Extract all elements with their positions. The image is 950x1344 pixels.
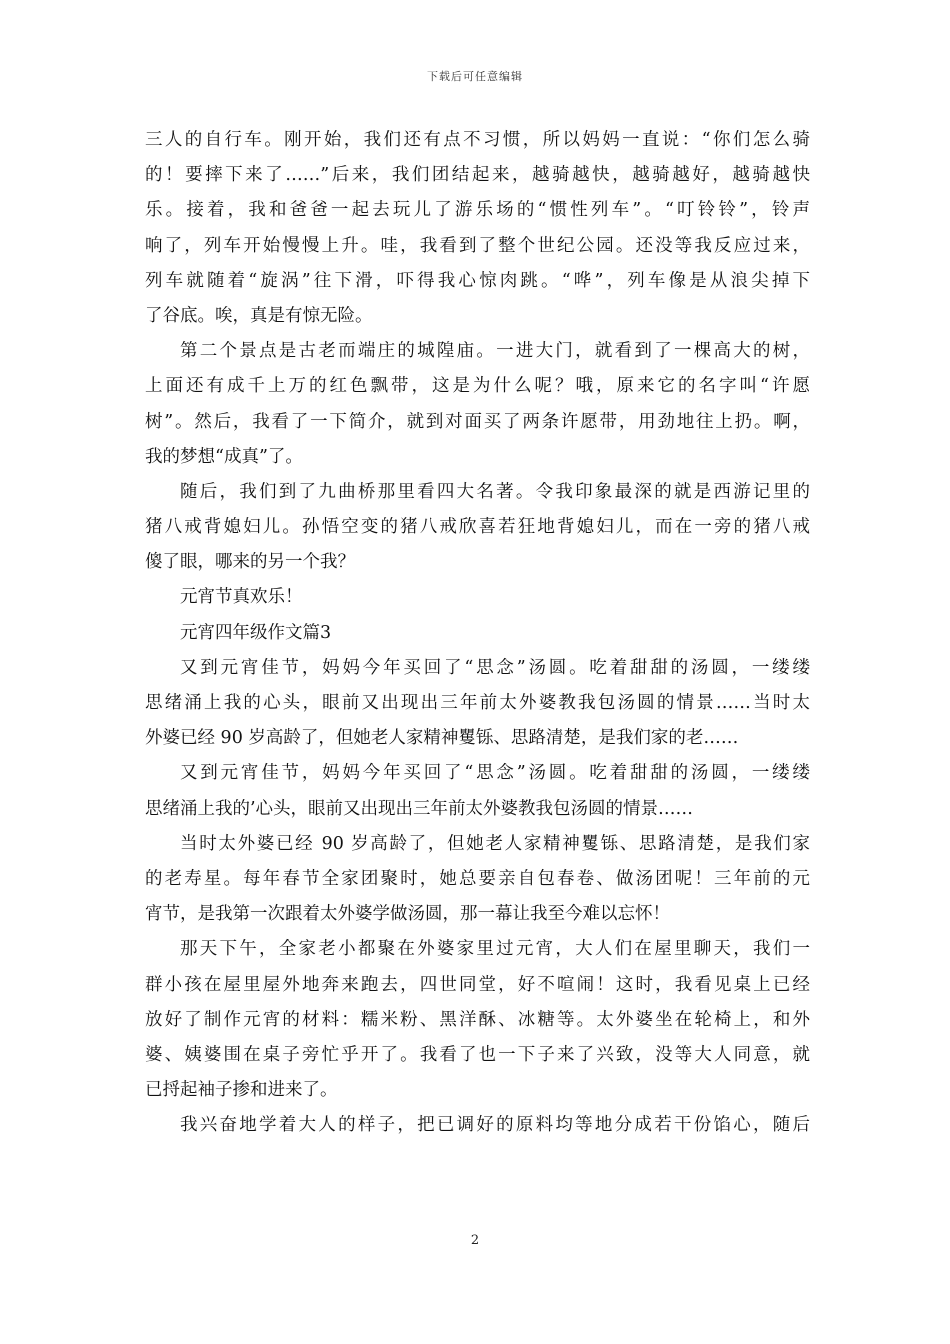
text-line: 外婆已经 90 岁高龄了，但她老人家精神矍铄、思路清楚，是我们家的老…… bbox=[145, 728, 739, 749]
text-line: 猪八戒背媳妇儿。孙悟空变的猪八戒欣喜若狂地背媳妇儿，而在一旁的猪八戒 bbox=[145, 517, 810, 538]
page-header: 下载后可任意编辑 bbox=[427, 70, 523, 83]
text-line: 又到元宵佳节，妈妈今年买回了“思念”汤圆。吃着甜甜的汤圆，一缕缕 bbox=[180, 763, 810, 784]
text-line: 树”。然后，我看了一下简介，就到对面买了两条许愿带，用劲地往上扔。啊， bbox=[145, 411, 810, 432]
text-line: 当时太外婆已经 90 岁高龄了，但她老人家精神矍铄、思路清楚，是我们家 bbox=[180, 833, 810, 854]
text-line: 群小孩在屋里屋外地奔来跑去，四世同堂，好不喧闹！这时，我看见桌上已经 bbox=[145, 974, 810, 995]
text-line: 响了，列车开始慢慢上升。哇，我看到了整个世纪公园。还没等我反应过来， bbox=[145, 235, 810, 256]
page-number: 2 bbox=[470, 1233, 480, 1248]
text-line: 随后，我们到了九曲桥那里看四大名著。令我印象最深的就是西游记里的 bbox=[180, 481, 810, 502]
text-line: 傻了眼，哪来的另一个我？ bbox=[145, 552, 355, 573]
text-line: 乐。接着，我和爸爸一起去玩儿了游乐场的“惯性列车”。“叮铃铃”，铃声 bbox=[145, 200, 810, 221]
text-line: 宵节，是我第一次跟着太外婆学做汤圆，那一幕让我至今难以忘怀！ bbox=[145, 904, 670, 925]
text-line: 列车就随着“旋涡”往下滑，吓得我心惊肉跳。“哗”，列车像是从浪尖掉下 bbox=[145, 270, 810, 291]
text-line: 元宵节真欢乐！ bbox=[180, 587, 303, 608]
text-line: 思绪涌上我的’心头，眼前又出现出三年前太外婆教我包汤圆的情景…… bbox=[145, 798, 694, 819]
text-line: 已捋起袖子掺和进来了。 bbox=[145, 1080, 338, 1101]
text-line: 又到元宵佳节，妈妈今年买回了“思念”汤圆。吃着甜甜的汤圆，一缕缕 bbox=[180, 657, 810, 678]
text-line: 第二个景点是古老而端庄的城隍庙。一进大门，就看到了一棵高大的树， bbox=[180, 341, 810, 362]
text-line: 的！要摔下来了……”后来，我们团结起来，越骑越快，越骑越好，越骑越快 bbox=[145, 165, 810, 186]
text-line: 元宵四年级作文篇3 bbox=[180, 622, 332, 643]
text-line: 上面还有成千上万的红色飘带，这是为什么呢？哦，原来它的名字叫“许愿 bbox=[145, 376, 810, 397]
text-line: 婆、姨婆围在桌子旁忙乎开了。我看了也一下子来了兴致，没等大人同意，就 bbox=[145, 1044, 810, 1065]
text-line: 我的梦想“成真”了。 bbox=[145, 446, 303, 467]
text-line: 我兴奋地学着大人的样子，把已调好的原料均等地分成若干份馅心，随后 bbox=[180, 1115, 810, 1136]
document-body bbox=[145, 123, 810, 1143]
text-line: 的老寿星。每年春节全家团聚时，她总要亲自包春卷、做汤团呢！三年前的元 bbox=[145, 868, 810, 889]
text-line: 那天下午，全家老小都聚在外婆家里过元宵，大人们在屋里聊天，我们一 bbox=[180, 939, 810, 960]
text-line: 了谷底。唉，真是有惊无险。 bbox=[145, 305, 373, 326]
text-line: 放好了制作元宵的材料：糯米粉、黑洋酥、冰糖等。太外婆坐在轮椅上，和外 bbox=[145, 1009, 810, 1030]
text-line: 思绪涌上我的心头，眼前又出现出三年前太外婆教我包汤圆的情景……当时太 bbox=[145, 693, 810, 713]
text-line: 三人的自行车。刚开始，我们还有点不习惯，所以妈妈一直说：“你们怎么骑 bbox=[145, 130, 810, 150]
